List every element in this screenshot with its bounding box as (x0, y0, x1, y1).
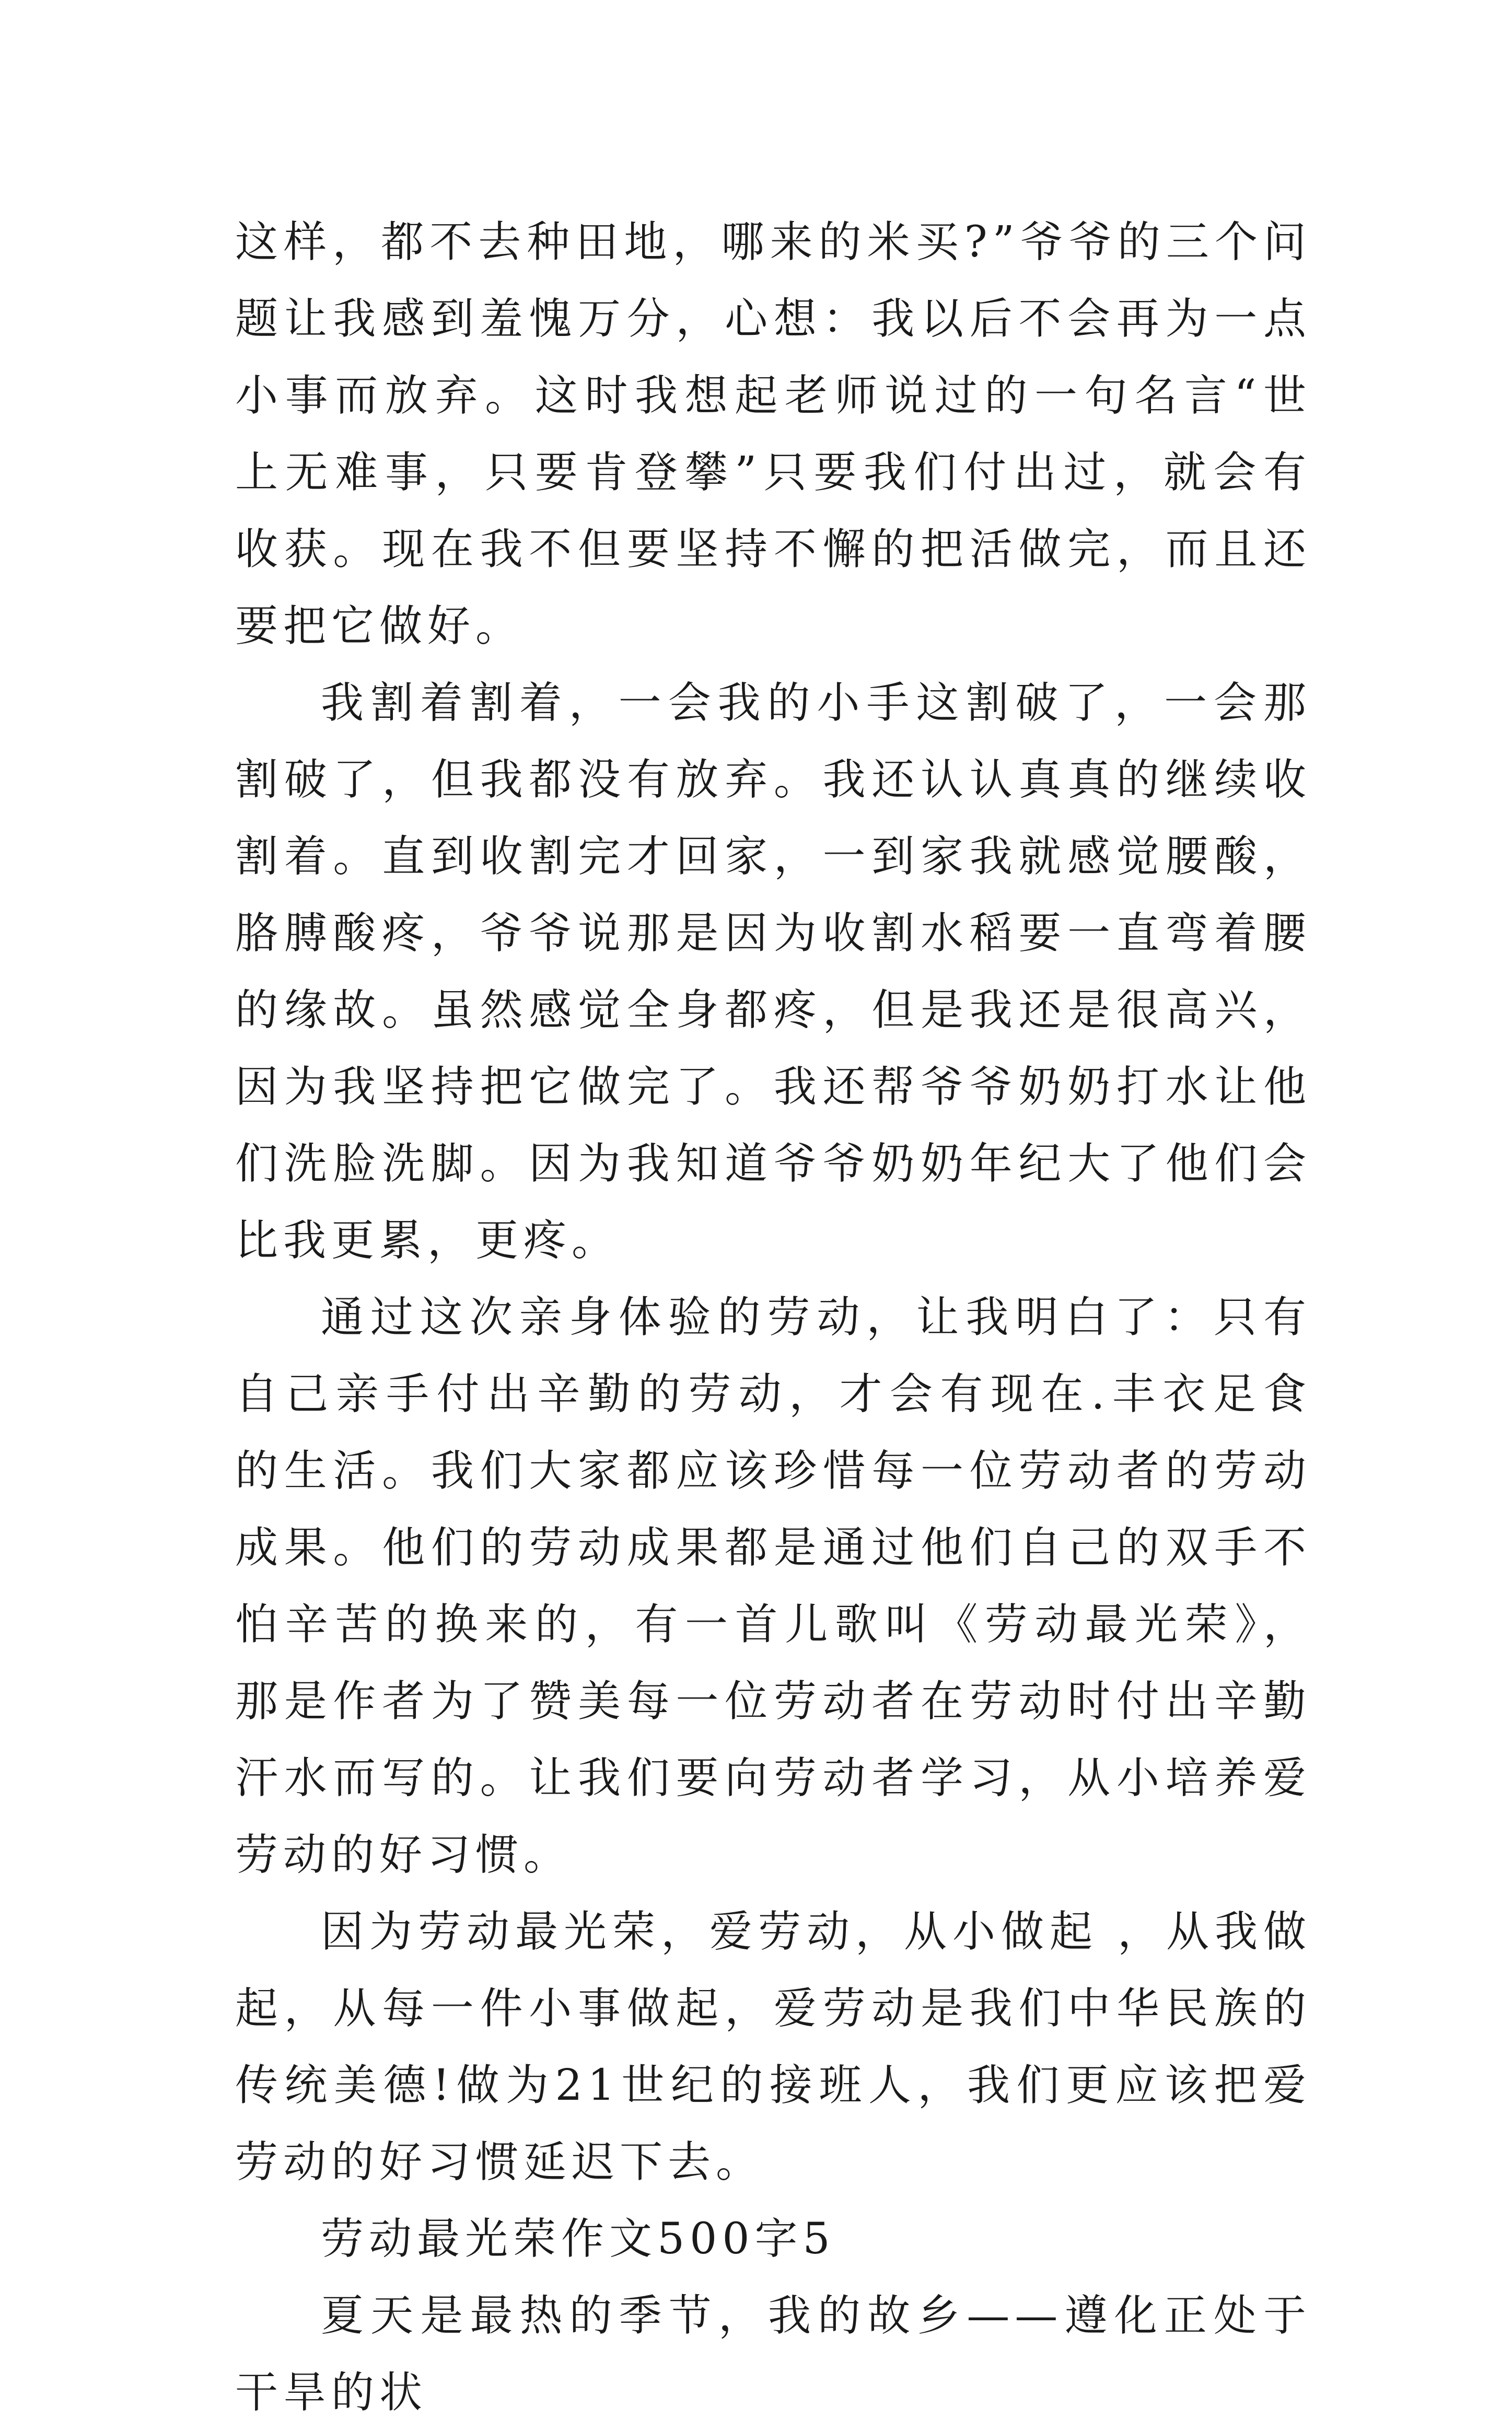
paragraph-conclusion: 因为劳动最光荣，爱劳动，从小做起 ，从我做起，从每一件小事做起，爱劳动是我们中华民族的传统美德!做为21世纪的接班人，我们更应该把爱劳动的好习惯延迟下去。 (235, 1907, 1311, 2187)
paragraph-continuation: 这样，都不去种田地，哪来的米买?”爷爷的三个问题让我感到羞愧万分，心想：我以后不会再为一点小事而放弃。这时我想起老师说过的一句名言“世上无难事，只要肯登攀”只要我们付出过，就会有收获。现在我不但要坚持不懈的把活做完，而且还要把它做好。 (235, 217, 1311, 651)
document-body (235, 204, 1311, 2431)
essay-heading: 劳动最光荣作文500字5 (321, 2214, 835, 2264)
paragraph-harvest: 我割着割着，一会我的小手这割破了，一会那割破了，但我都没有放弃。我还认认真真的继续收割着。直到收割完才回家，一到家我就感觉腰酸，胳膊酸疼，爷爷说那是因为收割水稻要一直弯着腰的缘故。虽然感觉全身都疼，但是我还是很高兴，因为我坚持把它做完了。我还帮爷爷奶奶打水让他们洗脸洗脚。因为我知道爷爷奶奶年纪大了他们会比我更累，更疼。 (235, 678, 1311, 1265)
paragraph-lesson: 通过这次亲身体验的劳动，让我明白了：只有自己亲手付出辛勤的劳动，才会有现在.丰衣足食的生活。我们大家都应该珍惜每一位劳动者的劳动成果。他们的劳动成果都是通过他们自己的双手不怕辛苦的换来的，有一首儿歌叫《劳动最光荣》，那是作者为了赞美每一位劳动者在劳动时付出辛勤汗水而写的。让我们要向劳动者学习，从小培养爱劳动的好习惯。 (235, 1293, 1311, 1880)
paragraph-new-essay-start: 夏天是最热的季节，我的故乡——遵化正处于干旱的状 (235, 2291, 1311, 2417)
